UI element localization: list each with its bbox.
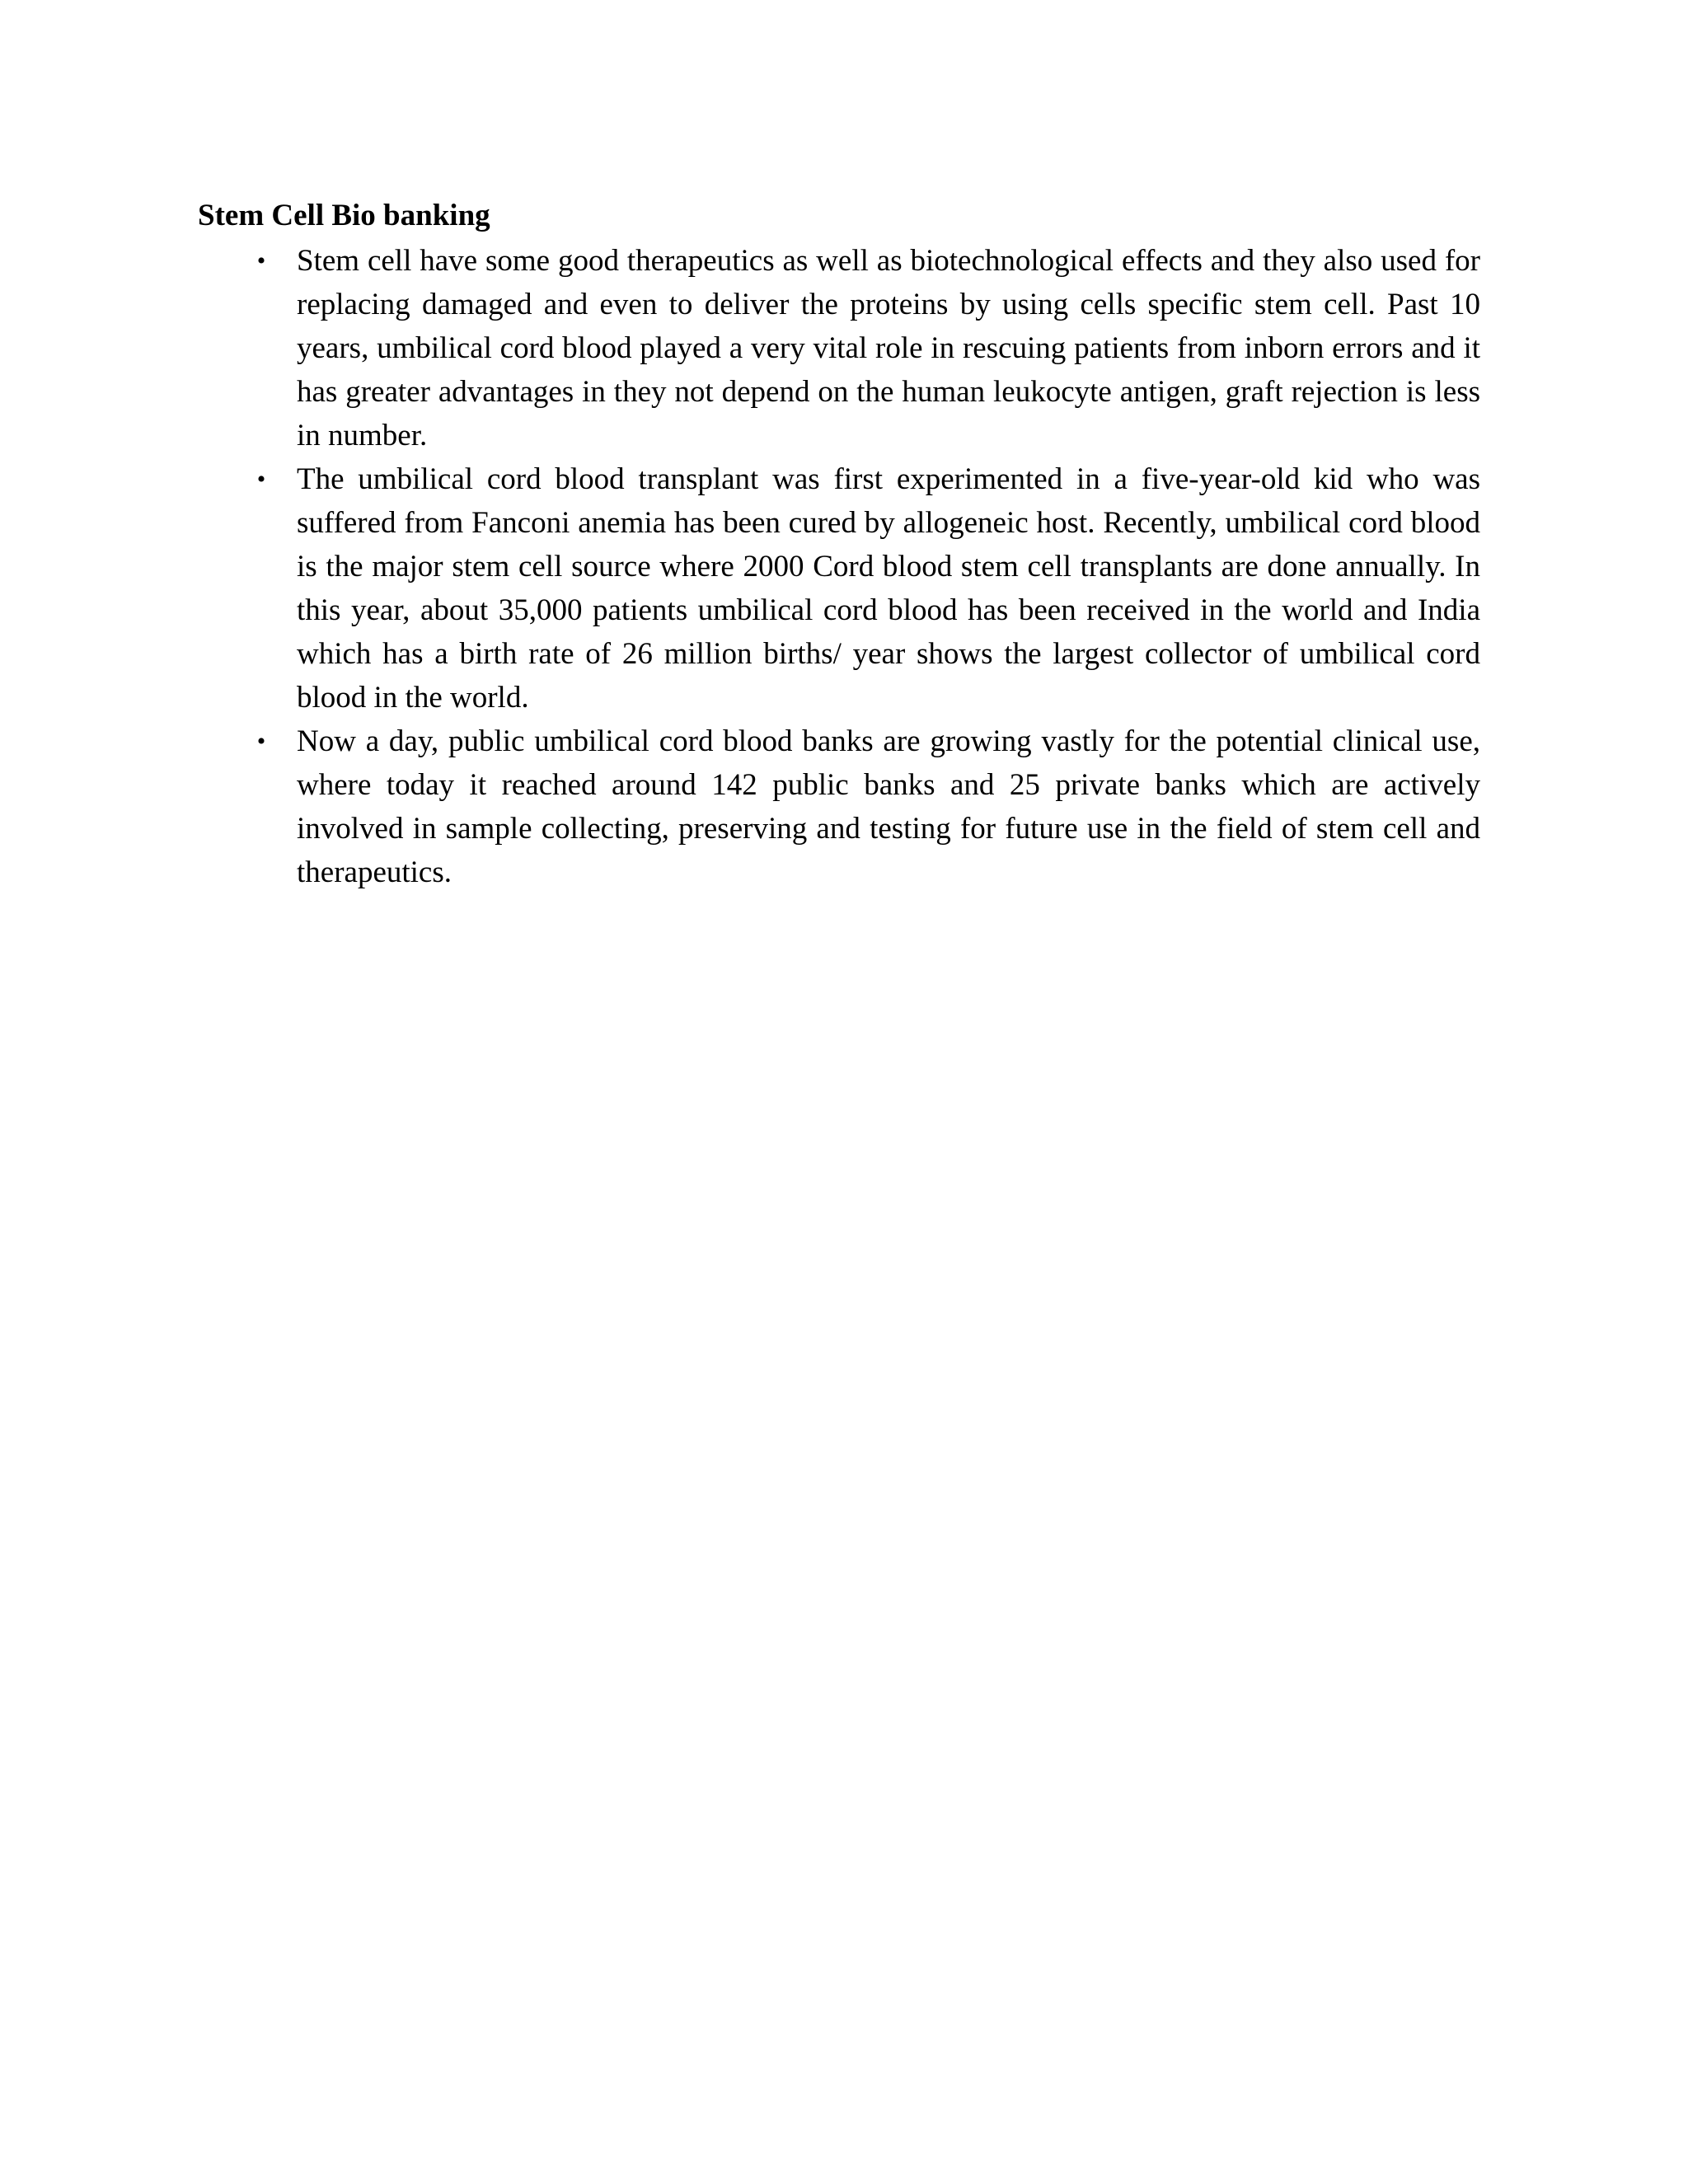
- document-body: [198, 194, 1480, 894]
- bullet-list: [198, 239, 1480, 894]
- section-heading: Stem Cell Bio banking: [198, 199, 490, 232]
- bullet-item-1: [198, 239, 1480, 457]
- bullet-text: Stem cell have some good therapeutics as well as biotechnological effects and they also used for replacing damaged and even to deliver the proteins by using cells specific stem cell. Past 10 years, umbilical cord blood played a very vital role in rescuing patients from inborn errors and it has greater advantages in they not depend on the human leukocyte antigen, graft rejection is less in number.: [297, 244, 1480, 452]
- bullet-text: Now a day, public umbilical cord blood banks are growing vastly for the potential clinical use, where today it reached around 142 public banks and 25 private banks which are actively involved in sample collecting, preserving and testing for future use in the field of stem cell and therapeutics.: [297, 724, 1480, 889]
- bullet-item-3: [198, 719, 1480, 894]
- bullet-item-2: [198, 457, 1480, 719]
- bullet-icon: •: [256, 466, 266, 493]
- bullet-text: The umbilical cord blood transplant was first experimented in a five-year-old kid who was suffered from Fanconi anemia has been cured by allogeneic host. Recently, umbilical cord blood is the major stem cell source where 2000 Cord blood stem cell transplants are done annually. In this year, about 35,000 patients umbilical cord blood has been received in the world and India which has a birth rate of 26 million births/ year shows the largest collector of umbilical cord blood in the world.: [297, 462, 1480, 715]
- bullet-icon: •: [256, 247, 266, 274]
- bullet-icon: •: [256, 728, 266, 755]
